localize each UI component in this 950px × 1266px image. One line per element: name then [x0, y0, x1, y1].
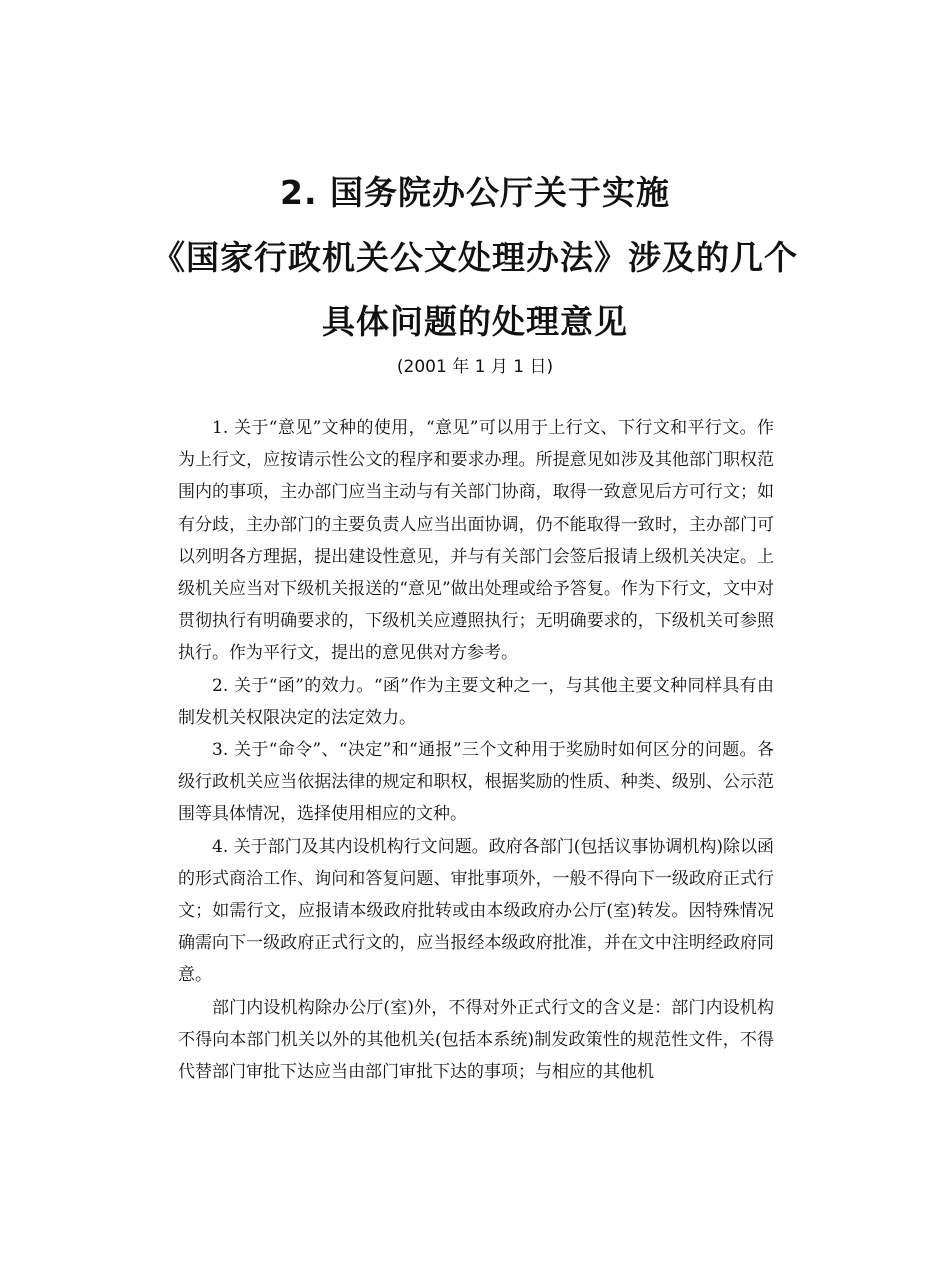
- document-body: [178, 412, 774, 1088]
- document-date: (2001 年 1 月 1 日): [396, 357, 554, 377]
- paragraph-1-opinion: 1. 关于“意见”文种的使用，“意见”可以用于上行文、下行文和平行文。作为上行文，应按请示性公文的程序和要求办理。所提意见如涉及其他部门职权范围内的事项，主办部门应当主动与有关部门协商，取得一致意见后方可行文；如有分歧，主办部门的主要负责人应当出面协调，仍不能取得一致时，主办部门可以列明各方理据，提出建设性意见，并与有关部门会签后报请上级机关决定。上级机关应当对下级机关报送的“意见”做出处理或给予答复。作为下行文，文中对贯彻执行有明确要求的，下级机关应遵照执行；无明确要求的，下级机关可参照执行。作为平行文，提出的意见供对方参考。: [178, 418, 774, 664]
- title-line-3: 具体问题的处理意见: [322, 302, 628, 341]
- title-line-1: 2. 国务院办公厅关于实施: [280, 173, 670, 212]
- paragraph-4-departments: 4. 关于部门及其内设机构行文问题。政府各部门(包括议事协调机构)除以函的形式商洽工作、询问和答复问题、审批事项外，一般不得向下一级政府正式行文；如需行文，应报请本级政府批转或由本级政府办公厅(室)转发。因特殊情况确需向下一级政府正式行文的，应当报经本级政府批准，并在文中注明经政府同意。: [178, 836, 774, 986]
- paragraph-3-commendation: 3. 关于“命令”、“决定”和“通报”三个文种用于奖励时如何区分的问题。各级行政机关应当依据法律的规定和职权，根据奖励的性质、种类、级别、公示范围等具体情况，选择使用相应的文种。: [178, 740, 774, 825]
- title-line-2: 《国家行政机关公文处理办法》涉及的几个: [152, 238, 798, 277]
- paragraph-5-internal-units: 部门内设机构除办公厅(室)外，不得对外正式行文的含义是：部门内设机构不得向本部门机关以外的其他机关(包括本系统)制发政策性的规范性文件，不得代替部门审批下达应当由部门审批下达的事项；与相应的其他机: [178, 997, 774, 1083]
- paragraph-2-letter: 2. 关于“函”的效力。“函”作为主要文种之一，与其他主要文种同样具有由制发机关权限决定的法定效力。: [178, 675, 774, 728]
